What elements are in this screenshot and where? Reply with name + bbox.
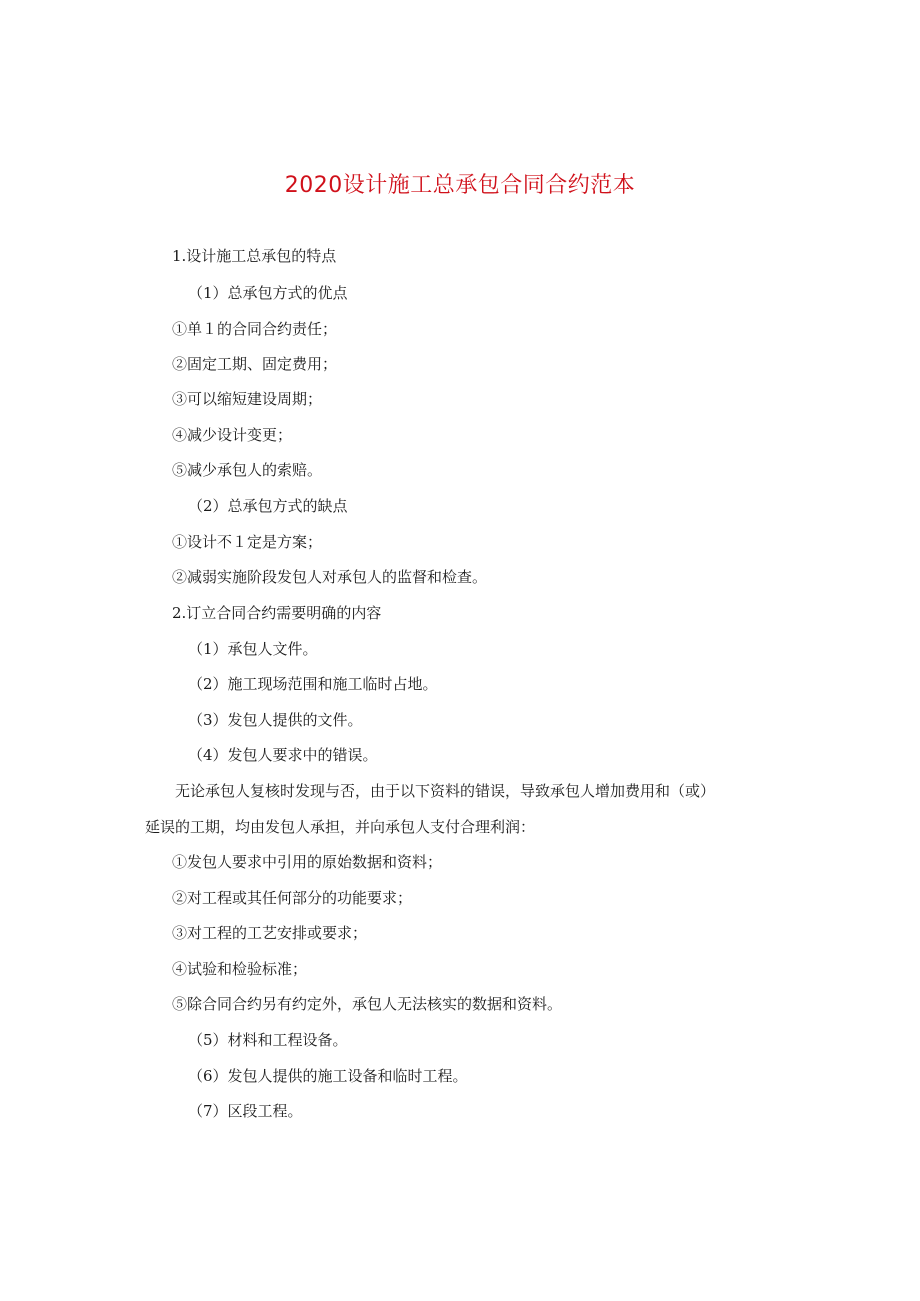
list-item: （1）承包人文件。 xyxy=(188,640,318,658)
section-heading: 1.设计施工总承包的特点 xyxy=(172,247,337,265)
document-title: 2020设计施工总承包合同合约范本 xyxy=(284,173,636,198)
paragraph-line: 无论承包人复核时发现与否，由于以下资料的错误，导致承包人增加费用和（或） xyxy=(175,782,716,800)
list-item: ②对工程或其任何部分的功能要求； xyxy=(172,889,413,907)
list-item: ①设计不１定是方案； xyxy=(172,533,323,551)
list-item: （3）发包人提供的文件。 xyxy=(188,711,363,729)
list-item: ④试验和检验标准； xyxy=(172,960,308,978)
paragraph-line: 延误的工期，均由发包人承担，并向承包人支付合理利润： xyxy=(145,818,536,836)
list-item: （6）发包人提供的施工设备和临时工程。 xyxy=(188,1067,468,1085)
subsection-heading: （2）总承包方式的缺点 xyxy=(188,497,348,515)
list-item: ③可以缩短建设周期； xyxy=(172,390,323,408)
list-item: ③对工程的工艺安排或要求； xyxy=(172,924,368,942)
list-item: （5）材料和工程设备。 xyxy=(188,1031,348,1049)
list-item: ⑤减少承包人的索赔。 xyxy=(172,461,323,479)
list-item: ⑤除合同合约另有约定外，承包人无法核实的数据和资料。 xyxy=(172,995,563,1013)
list-item: （4）发包人要求中的错误。 xyxy=(188,746,378,764)
list-item: （7）区段工程。 xyxy=(188,1102,303,1120)
list-item: ④减少设计变更； xyxy=(172,426,293,444)
list-item: ②减弱实施阶段发包人对承包人的监督和检查。 xyxy=(172,568,488,586)
list-item: （2）施工现场范围和施工临时占地。 xyxy=(188,675,438,693)
section-heading: 2.订立合同合约需要明确的内容 xyxy=(172,604,382,622)
subsection-heading: （1）总承包方式的优点 xyxy=(188,284,348,302)
list-item: ①发包人要求中引用的原始数据和资料； xyxy=(172,853,443,871)
list-item: ①单１的合同合约责任； xyxy=(172,320,338,338)
list-item: ②固定工期、固定费用； xyxy=(172,355,338,373)
